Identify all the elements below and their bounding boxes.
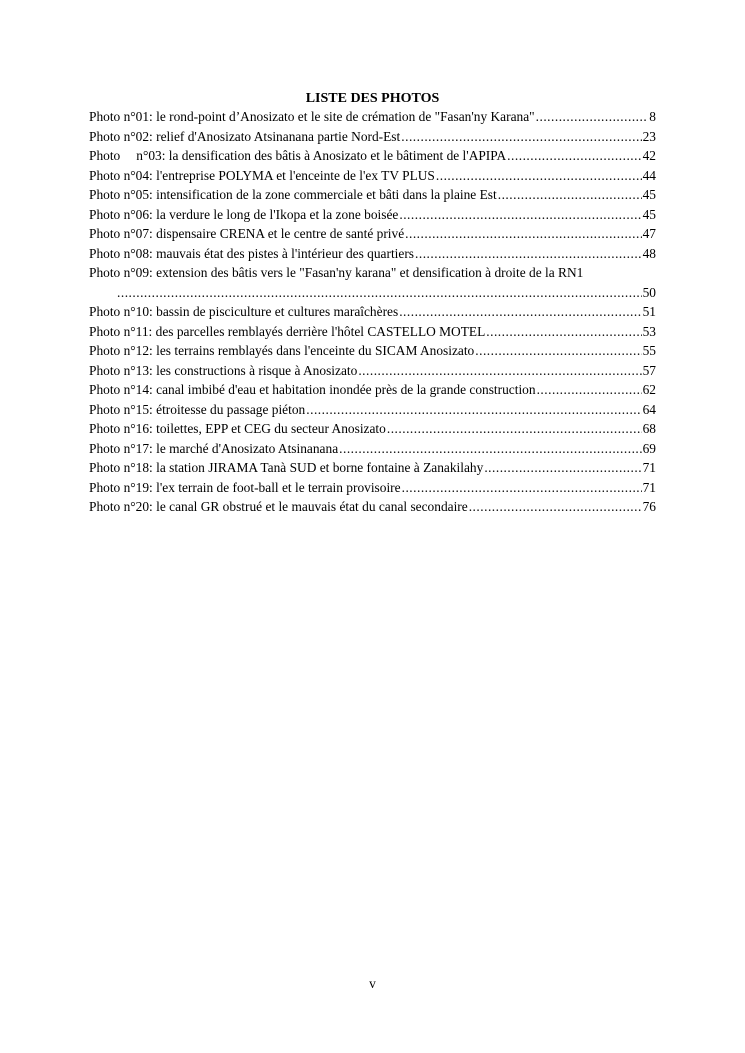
- entry-page: 62: [642, 382, 656, 397]
- list-item: [89, 224, 656, 244]
- entry-page: 53: [642, 323, 656, 339]
- entry-page: 68: [642, 421, 656, 436]
- entry-page: 57: [642, 362, 656, 378]
- list-item: [89, 302, 656, 322]
- dot-leader: [401, 127, 641, 147]
- entry-text: Photo n°06: la verdure le long de l'Ikopa et la zone boisée: [89, 206, 399, 222]
- entry-text: Photo n°09: extension des bâtis vers le "Fasan'ny karana" et densification à droite de la RN1: [89, 265, 584, 280]
- page-title: LISTE DES PHOTOS: [305, 91, 440, 106]
- entry-page: 76: [642, 499, 656, 514]
- entry-page: 45: [642, 206, 656, 222]
- dot-leader: [469, 497, 642, 517]
- list-item: [89, 478, 656, 498]
- entry-page: 55: [642, 343, 656, 358]
- dot-leader: [484, 458, 641, 478]
- dot-leader: [537, 380, 642, 400]
- dot-leader: [436, 166, 642, 186]
- dot-leader: [358, 361, 641, 381]
- photo-list: [89, 107, 656, 517]
- entry-page: 45: [642, 187, 656, 202]
- dot-leader: [399, 205, 641, 225]
- entry-page: 71: [642, 460, 656, 475]
- entry-text: Photo n°15: étroitesse du passage piéton: [89, 401, 306, 417]
- list-item: [89, 361, 656, 381]
- entry-text: Photo n°20: le canal GR obstrué et le mauvais état du canal secondaire: [89, 499, 468, 514]
- list-item: [89, 127, 656, 147]
- list-item: [89, 244, 656, 264]
- dot-leader: [387, 419, 642, 439]
- entry-page: 23: [642, 128, 656, 144]
- dot-leader: [498, 185, 642, 205]
- list-item: [89, 341, 656, 361]
- list-item: [89, 166, 656, 186]
- dot-leader: [339, 439, 641, 459]
- entry-page: 71: [642, 479, 656, 495]
- list-item: [89, 380, 656, 400]
- entry-text: Photo n°04: l'entreprise POLYMA et l'enceinte de l'ex TV PLUS: [89, 167, 435, 183]
- entry-page: 51: [642, 304, 656, 319]
- list-item: [89, 419, 656, 439]
- dot-leader: [402, 478, 642, 498]
- dot-leader: [486, 322, 641, 342]
- list-item: [89, 497, 656, 517]
- entry-text: Photo n°13: les constructions à risque à Anosizato: [89, 362, 358, 378]
- dot-leader: [475, 341, 641, 361]
- list-item: [89, 458, 656, 478]
- dot-leader: [507, 146, 641, 166]
- dot-leader: [306, 400, 641, 420]
- entry-text: Photo n°10: bassin de pisciculture et cultures maraîchères: [89, 304, 399, 319]
- entry-text: Photo n°18: la station JIRAMA Tanà SUD et borne fontaine à Zanakilahy: [89, 460, 484, 475]
- entry-page: 50: [642, 284, 656, 300]
- dot-leader: [536, 107, 649, 127]
- entry-page: 44: [642, 167, 656, 183]
- entry-text: Photo n°17: le marché d'Anosizato Atsinanana: [89, 440, 339, 456]
- entry-page: 64: [642, 401, 656, 417]
- entry-text: Photo n°19: l'ex terrain de foot-ball et le terrain provisoire: [89, 479, 401, 495]
- entry-text: Photo n°08: mauvais état des pistes à l'intérieur des quartiers: [89, 245, 414, 261]
- entry-text: Photo n°16: toilettes, EPP et CEG du secteur Anosizato: [89, 421, 386, 436]
- entry-page: 42: [642, 148, 656, 163]
- entry-text: Photo n°14: canal imbibé d'eau et habitation inondée près de la grande construction: [89, 382, 536, 397]
- entry-text: Photo n°02: relief d'Anosizato Atsinanana partie Nord-Est: [89, 128, 401, 144]
- dot-leader: [399, 302, 641, 322]
- dot-leader: [415, 244, 642, 264]
- list-item: [89, 400, 656, 420]
- list-item: [89, 263, 656, 302]
- entry-page: 47: [642, 226, 656, 241]
- list-item: [89, 439, 656, 459]
- entry-text: Photo n°11: des parcelles remblayés derrière l'hôtel CASTELLO MOTEL: [89, 323, 486, 339]
- list-item: [89, 185, 656, 205]
- entry-text: Photo n°03: la densification des bâtis à Anosizato et le bâtiment de l'APIPA: [89, 148, 507, 163]
- list-item: [89, 205, 656, 225]
- list-item: [89, 107, 656, 127]
- list-item: [89, 322, 656, 342]
- entry-text: Photo n°01: le rond-point d’Anosizato et le site de crémation de "Fasan'ny Karana": [89, 109, 535, 124]
- dot-leader: [405, 224, 641, 244]
- entry-text: Photo n°07: dispensaire CRENA et le centre de santé privé: [89, 226, 405, 241]
- entry-page: 69: [642, 440, 656, 456]
- entry-page: 48: [642, 245, 656, 261]
- page-number: v: [369, 976, 376, 991]
- entry-text: Photo n°12: les terrains remblayés dans l'enceinte du SICAM Anosizato: [89, 343, 475, 358]
- dot-leader: [117, 283, 642, 303]
- entry-text: Photo n°05: intensification de la zone commerciale et bâti dans la plaine Est: [89, 187, 497, 202]
- list-item: [89, 146, 656, 166]
- entry-page: 8: [649, 109, 656, 124]
